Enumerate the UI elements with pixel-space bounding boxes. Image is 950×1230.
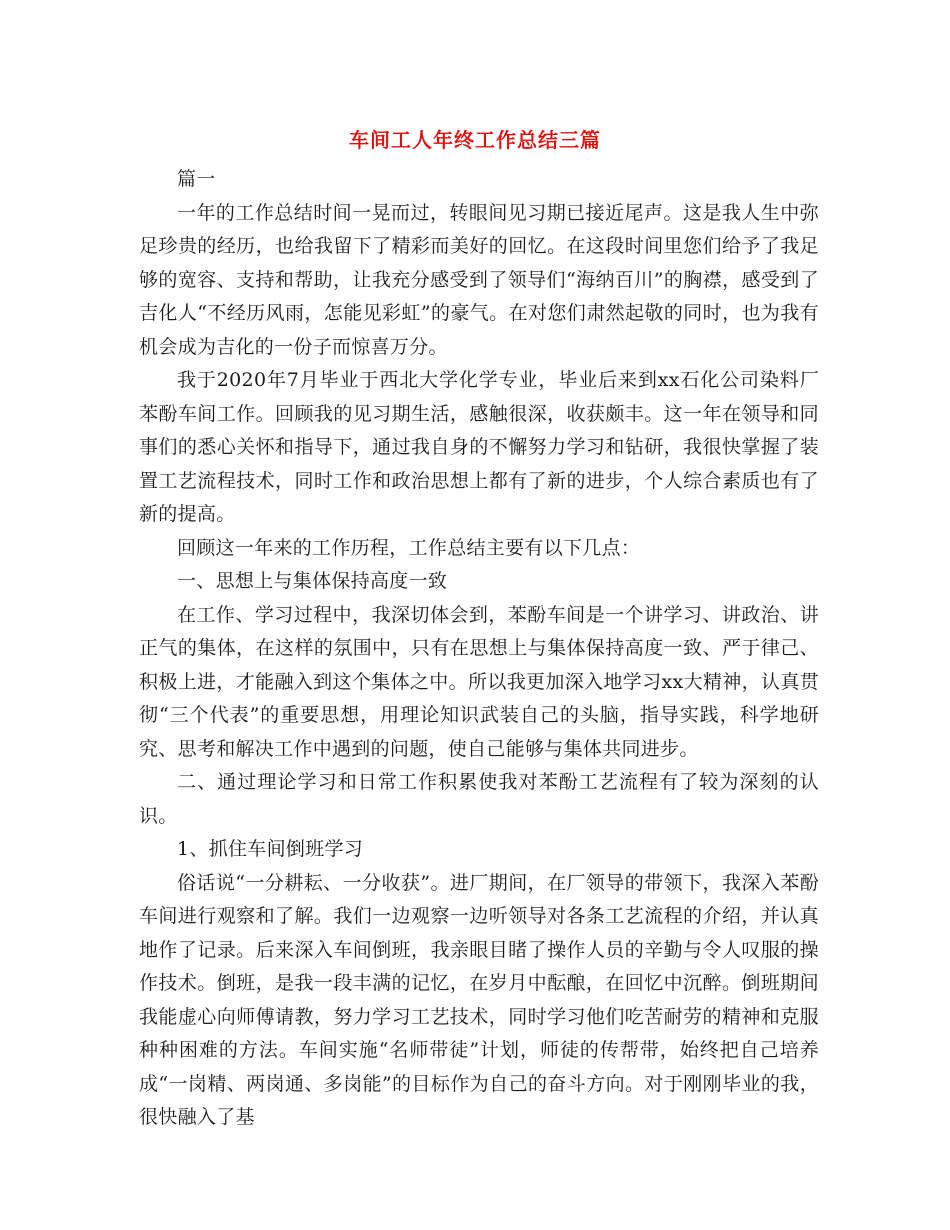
- body-paragraph: 回顾这一年来的工作历程，工作总结主要有以下几点：: [177, 536, 641, 559]
- document-title: 车间工人年终工作总结三篇: [349, 128, 601, 152]
- body-paragraph: 俗话说“一分耕耘、一分收获”。进厂期间，在厂领导的带领下，我深入苯酚车间进行观察和了解。我们一边观察一边听领导对各条工艺流程的介绍，并认真地作了记录。后来深入车间倒班，我亲眼目睹了操作人员的辛勤与令人叹服的操作技术。倒班，是我一段丰满的记忆，在岁月中酝酿，在回忆中沉醉。倒班期间我能虚心向师傅请教，努力学习工艺技术，同时学习他们吃苦耐劳的精神和克服种种困难的方法。车间实施“名师带徒”计划，师徒的传帮带，始终把自己培养成“一岗精、两岗通、多岗能”的目标作为自己的奋斗方向。对于刚刚毕业的我，很快融入了基: [139, 871, 819, 1128]
- subheading: 二、通过理论学习和日常工作积累使我对苯酚工艺流程有了较为深刻的认识。: [139, 771, 819, 827]
- section-heading: 篇一: [177, 168, 216, 190]
- body-paragraph: 一年的工作总结时间一晃而过，转眼间见习期已接近尾声。这是我人生中弥足珍贵的经历，也给我留下了精彩而美好的回忆。在这段时间里您们给予了我足够的宽容、支持和帮助，让我充分感受到了领导们“海纳百川”的胸襟，感受到了吉化人“不经历风雨，怎能见彩虹”的豪气。在对您们肃然起敬的同时，也为我有机会成为吉化的一份子而惊喜万分。: [139, 201, 819, 358]
- body-paragraph: 在工作、学习过程中，我深切体会到，苯酚车间是一个讲学习、讲政治、讲正气的集体，在这样的氛围中，只有在思想上与集体保持高度一致、严于律己、积极上进，才能融入到这个集体之中。所以我更加深入地学习xx大精神，认真贯彻“三个代表”的重要思想，用理论知识武装自己的头脑，指导实践，科学地研究、思考和解决工作中遇到的问题，使自己能够与集体共同进步。: [139, 603, 819, 760]
- document-body: [139, 163, 819, 1135]
- subheading: 1、抓住车间倒班学习: [177, 838, 364, 860]
- subheading: 一、思想上与集体保持高度一致: [177, 570, 448, 592]
- body-paragraph: 我于2020年7月毕业于西北大学化学专业，毕业后来到xx石化公司染料厂苯酚车间工作。回顾我的见习期生活，感触很深，收获颇丰。这一年在领导和同事们的悉心关怀和指导下，通过我自身的不懈努力学习和钻研，我很快掌握了装置工艺流程技术，同时工作和政治思想上都有了新的进步，个人综合素质也有了新的提高。: [139, 369, 819, 525]
